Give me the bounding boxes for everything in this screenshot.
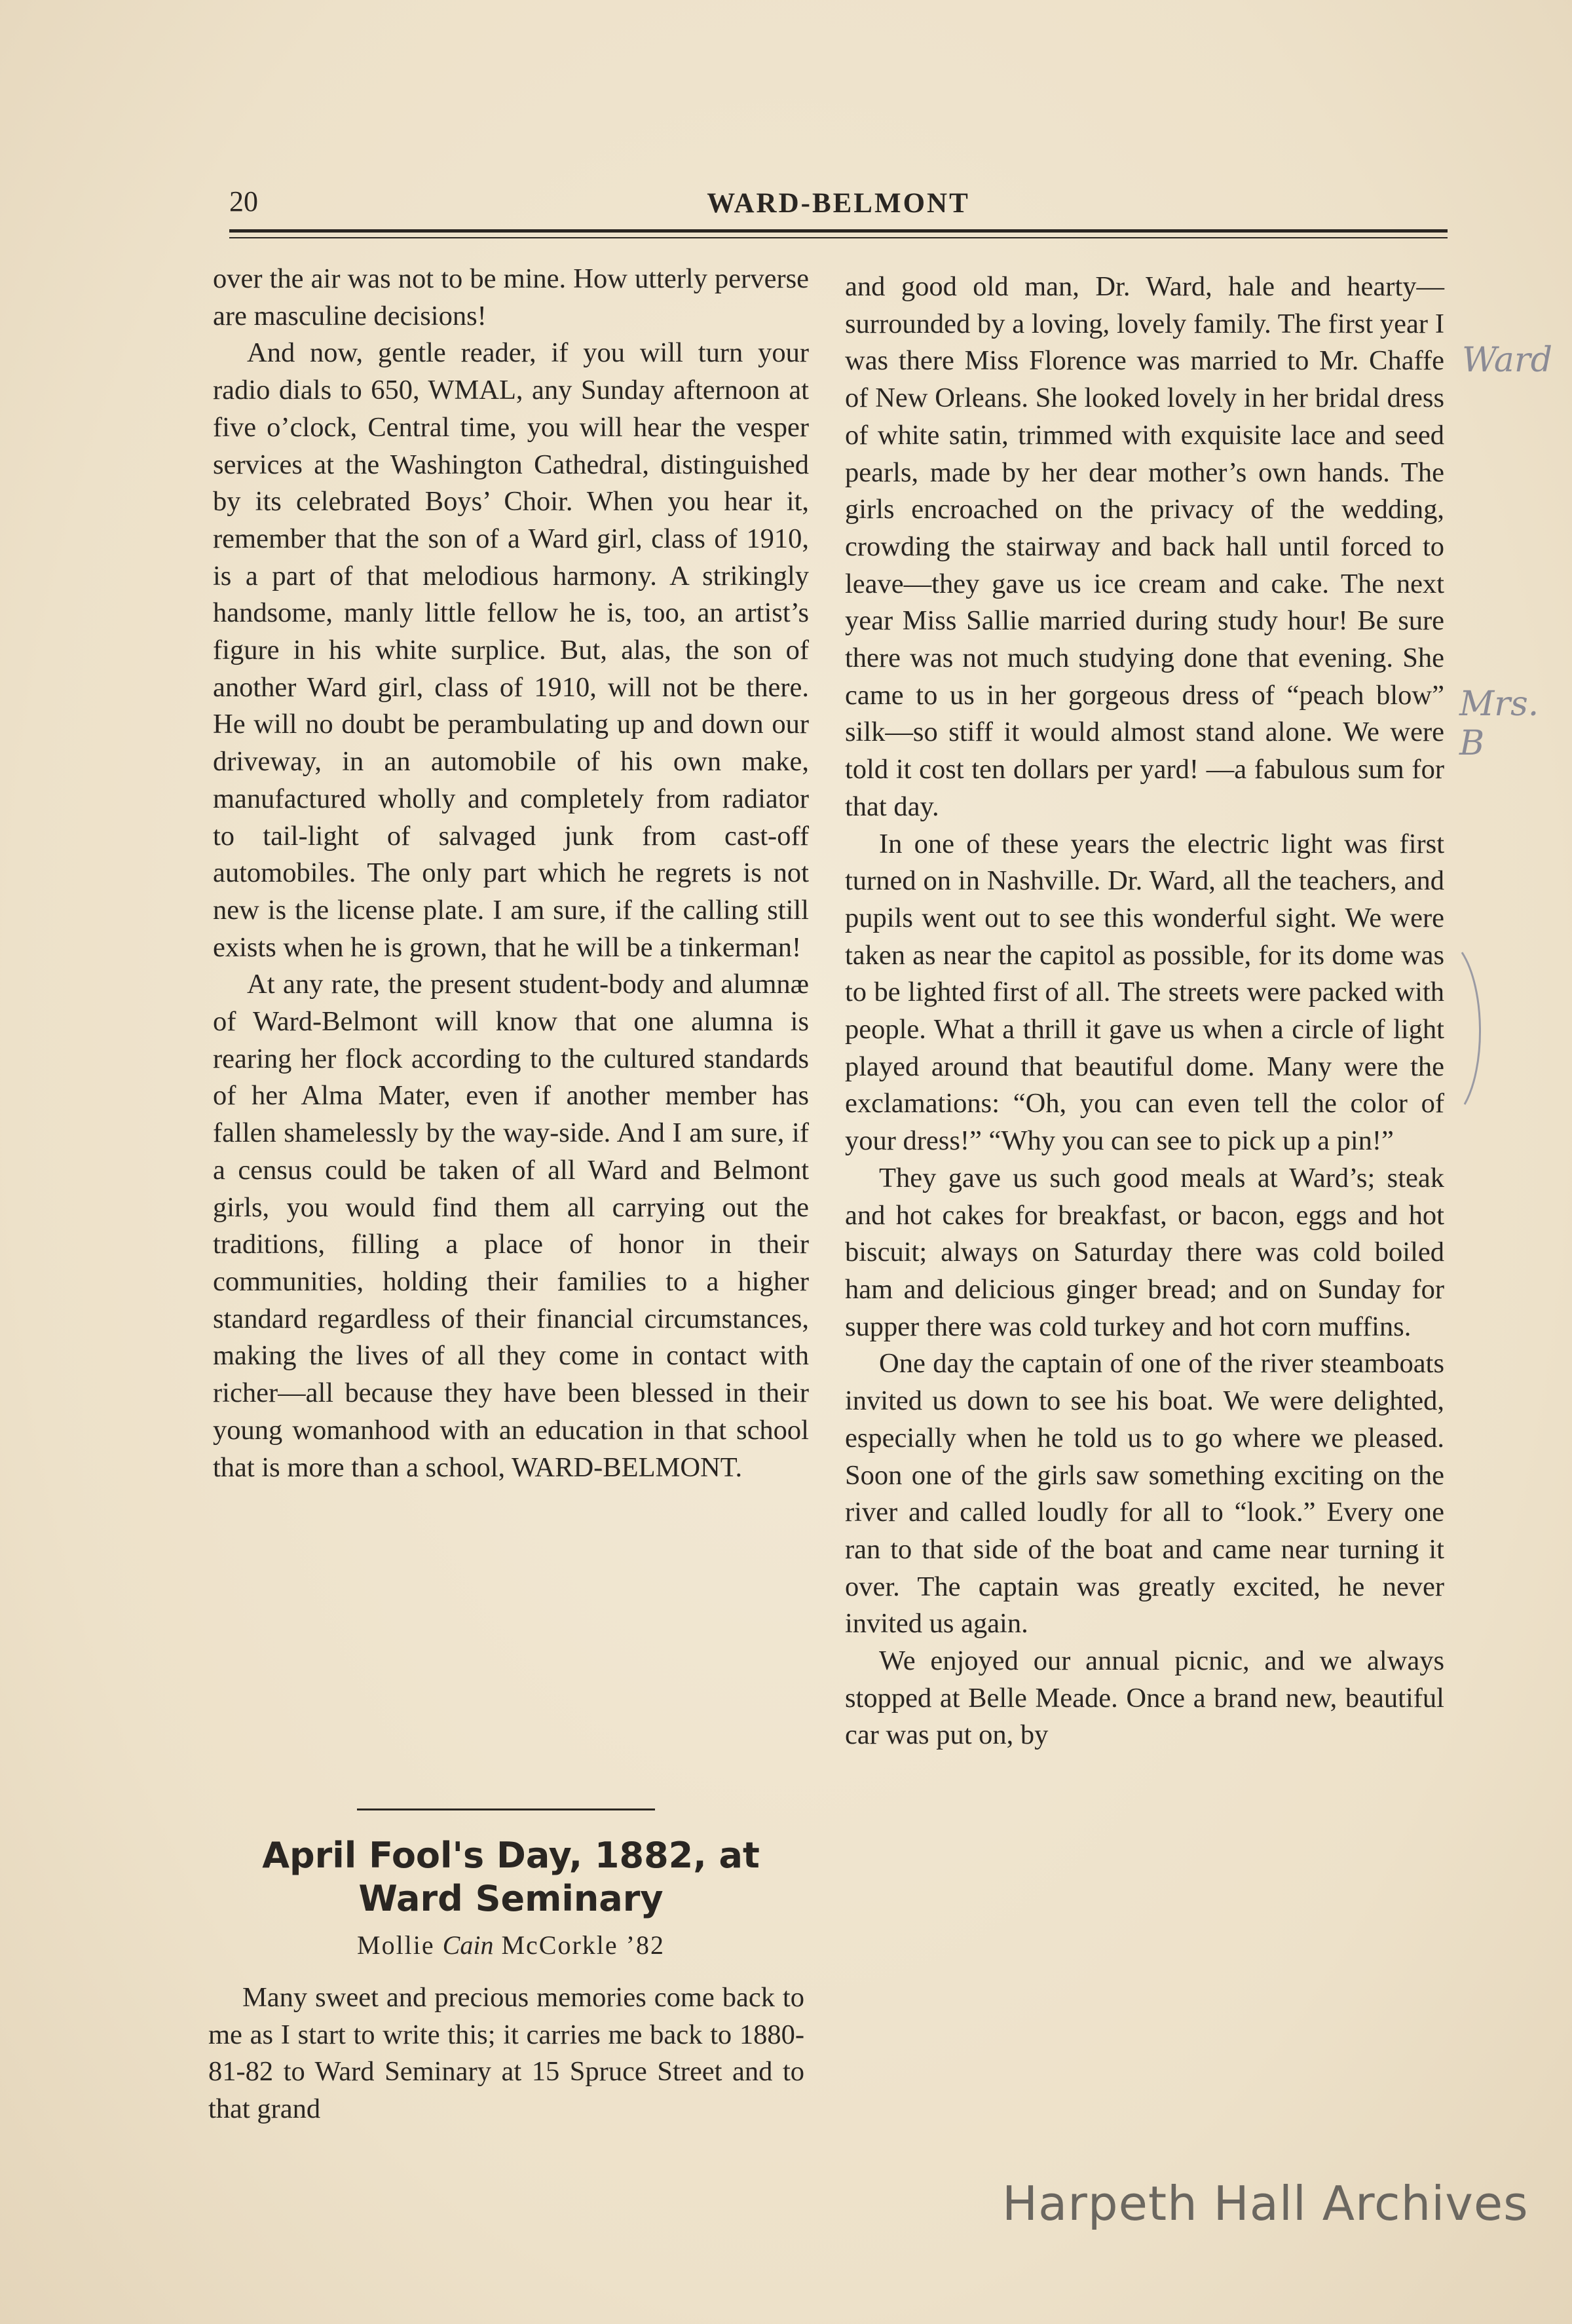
- byline-name: Mollie: [357, 1930, 443, 1960]
- paragraph: and good old man, Dr. Ward, hale and hearty—surrounded by a loving, lovely family. The first year I was there Miss Florence was married to Mr. Chaffe of New Orleans. She looked lovely in her bridal dress of white satin, trimmed with exquisite lace and seed pearls, made by her dear mother’s own hands. The girls encroached on the privacy of the wedding, crowding the stairway and back hall until forced to leave—they gave us ice cream and cake. The next year Miss Sallie married during study hour! Be sure there was not much studying done that evening. She came to us in her gorgeous dress of “peach blow” silk—so stiff it would almost stand alone. We were told it cost ten dollars per yard! —a fabulous sum for that day.: [845, 271, 1444, 822]
- right-column-text: [845, 269, 1444, 1754]
- article-title: [213, 1834, 809, 1921]
- journal-title: WARD-BELMONT: [707, 188, 970, 219]
- handwritten-bracket-mark: [1459, 950, 1499, 1107]
- paragraph: In one of these years the electric light was first turned on in Nashville. Dr. Ward, all the teachers, and pupils went out to see this wonderful sight. We were taken as near the capitol as possible, for its dome was to be lighted first of all. The streets were packed with people. What a thrill it gave us when a circle of light played around that beautiful dome. Many were the exclamations: “Oh, you can even tell the color of your dress!” “Why you can see to pick up a pin!”: [845, 828, 1444, 1157]
- paragraph: At any rate, the present student-body and alumnæ of Ward-Belmont will know that one alumna is rearing her flock according to the cultured standards of her Alma Mater, even if another member has fallen shamelessly by the way-side. And I am sure, if a census could be taken of all Ward and Belmont girls, you would find them all carrying out the traditions, filling a place of honor in their communities, holding their families to a higher standard regardless of their financial circumstances, making the lives of all they come in contact with richer—all because they have been blessed in their young womanhood with an education in that school that is more than a school, WARD-BELMONT.: [213, 969, 809, 1483]
- section-divider: [357, 1809, 655, 1810]
- archive-watermark: Harpeth Hall Archives: [1002, 2176, 1529, 2231]
- header-rule-thin: [229, 237, 1448, 238]
- article-intro: [208, 1979, 804, 2128]
- paragraph: We enjoyed our annual picnic, and we always stopped at Belle Meade. Once a brand new, beautiful car was put on, by: [845, 1645, 1444, 1751]
- byline-italic-name: Cain: [442, 1930, 494, 1960]
- article-byline: [213, 1930, 809, 1960]
- article-title-line: April Fool's Day, 1882, at: [262, 1835, 760, 1876]
- paragraph: Many sweet and precious memories come back to me as I start to write this; it carries me back to 1880-81-82 to Ward Seminary at 15 Spruce Street and to that grand: [208, 1982, 804, 2125]
- page-number: 20: [229, 185, 258, 217]
- byline-surname-year: McCorkle ’82: [493, 1930, 665, 1960]
- handwritten-margin-note: Ward: [1462, 341, 1553, 380]
- left-column-text: [213, 261, 809, 1486]
- paragraph: over the air was not to be mine. How utterly perverse are masculine decisions!: [213, 263, 809, 331]
- paragraph: One day the captain of one of the river steamboats invited us down to see his boat. We were delighted, especially when he told us to go where we pleased. Soon one of the girls saw something exciting on the river and called loudly for all to “look.” Every one ran to that side of the boat and came near turning it over. The captain was greatly excited, he never invited us again.: [845, 1348, 1444, 1640]
- header-rule-thick: [229, 229, 1448, 233]
- page-header: [229, 185, 1448, 228]
- handwritten-margin-note: Mrs. B: [1459, 684, 1539, 763]
- article-title-line: Ward Seminary: [358, 1878, 664, 1919]
- paragraph: They gave us such good meals at Ward’s; steak and hot cakes for breakfast, or bacon, eggs and hot biscuit; always on Saturday there was cold boiled ham and delicious ginger bread; and on Sunday for supper there was cold turkey and hot corn muffins.: [845, 1162, 1444, 1342]
- paragraph: And now, gentle reader, if you will turn your radio dials to 650, WMAL, any Sunday afternoon at five o’clock, Central time, you will hear the vesper services at the Washington Cathedral, distinguished by its celebrated Boys’ Choir. When you hear it, remember that the son of a Ward girl, class of 1910, is a part of that melodious harmony. A strikingly handsome, manly little fellow he is, too, an artist’s figure in his white surplice. But, alas, the son of another Ward girl, class of 1910, will not be there. He will no doubt be perambulating up and down our driveway, in an automobile of his own make, manufactured wholly and completely from radiator to tail-light of salvaged junk from cast-off automobiles. The only part which he regrets is not new is the license plate. I am sure, if the calling still exists when he is grown, that he will be a tinkerman!: [213, 337, 809, 963]
